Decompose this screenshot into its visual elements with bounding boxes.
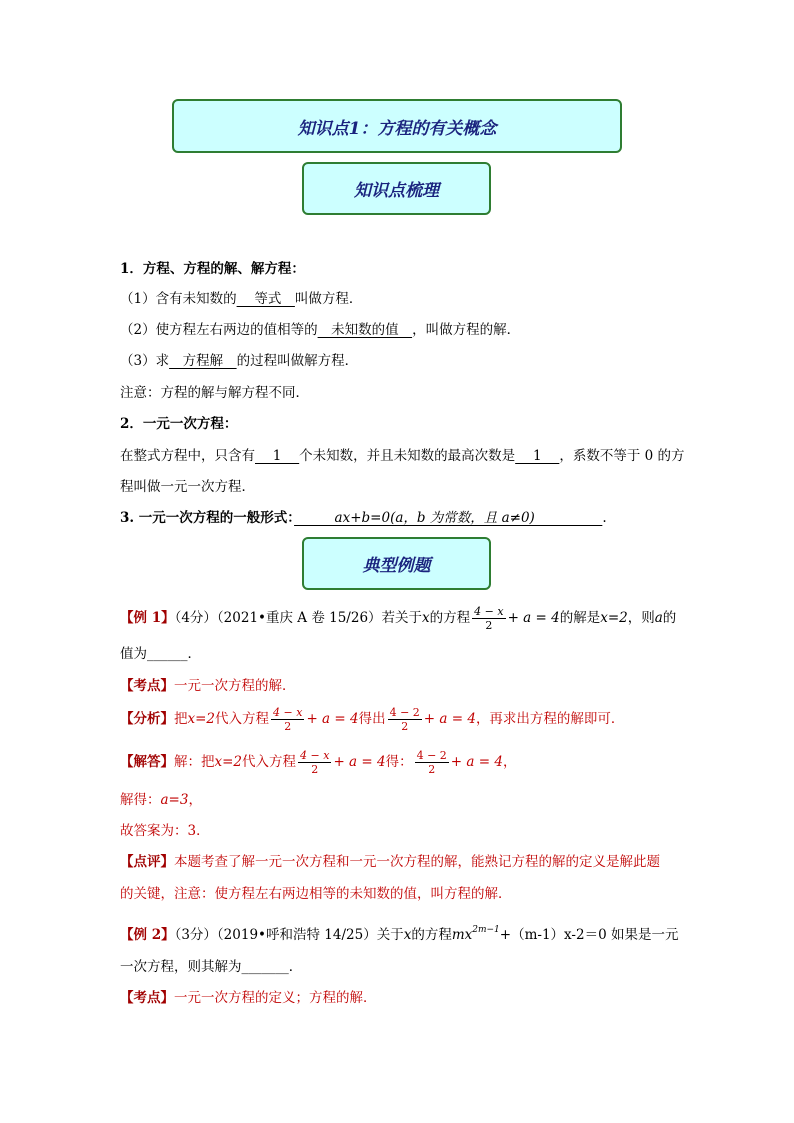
section-1-note: 注意：方程的解与解方程不同． bbox=[120, 385, 309, 401]
numerator: 4 − 2 bbox=[416, 749, 447, 762]
example-1-result bbox=[120, 790, 202, 810]
example-2-question-line-2: 一次方程，则其解为_______． bbox=[120, 959, 303, 975]
text: 的方程 bbox=[429, 610, 471, 626]
text: ，叫做方程的解． bbox=[412, 322, 521, 338]
text: （4分）（2021•重庆 A 卷 15/26）若关于 bbox=[174, 610, 423, 626]
banner-title: 知识点梳理 bbox=[354, 181, 439, 201]
text: ，则 bbox=[627, 610, 655, 626]
equation: + a = 4 bbox=[306, 711, 359, 727]
text: ， bbox=[502, 754, 517, 770]
fill-blank: 未知数的值 bbox=[317, 322, 413, 338]
banner-title: 典型例题 bbox=[362, 556, 431, 576]
section-2-heading: 2．一元一次方程： bbox=[120, 416, 238, 432]
comment-text: 本题考查了解一元一次方程和一元一次方程的解，能熟记方程的解的定义是解此题 bbox=[174, 854, 660, 870]
value: a=3 bbox=[160, 792, 189, 808]
section-2-line-1 bbox=[120, 446, 685, 466]
text: 的过程叫做解方程． bbox=[236, 353, 359, 369]
text: 的方程 bbox=[411, 927, 452, 943]
text: 代入方程 bbox=[215, 711, 270, 727]
denominator: 2 bbox=[428, 763, 436, 776]
section-1-item-1 bbox=[120, 289, 362, 309]
denominator: 2 bbox=[401, 720, 409, 733]
equation: + a = 4 bbox=[423, 711, 476, 727]
example-1-solution bbox=[120, 747, 516, 777]
example-1-question-line-2: 值为______． bbox=[120, 646, 201, 662]
text: （3分）（2019•呼和浩特 14/25）关于 bbox=[174, 927, 404, 943]
fraction bbox=[271, 706, 304, 733]
text: ，再求出方程的解即可． bbox=[475, 711, 625, 727]
text: 叫做方程． bbox=[294, 291, 363, 307]
denominator: 2 bbox=[485, 619, 493, 632]
text: 把 bbox=[174, 711, 188, 727]
variable: x bbox=[422, 610, 430, 626]
text: 代入方程 bbox=[242, 754, 297, 770]
text: 的解是 bbox=[559, 610, 601, 626]
text: 得： bbox=[385, 754, 413, 770]
text: （2）使方程左右两边的值相等的 bbox=[120, 322, 318, 338]
section-1-heading: 1．方程、方程的解、解方程： bbox=[120, 261, 305, 277]
fill-blank: ax+b=0(a，b 为常数，且 a≠0) bbox=[294, 510, 603, 526]
example-1-answer: 故答案为：3． bbox=[120, 823, 210, 839]
solution-tag: 【解答】 bbox=[120, 754, 174, 770]
text: 个未知数，并且未知数的最高次数是 bbox=[299, 448, 516, 464]
equation: + a = 4 bbox=[450, 754, 503, 770]
comment-tag: 【点评】 bbox=[120, 854, 174, 870]
kaodian-tag: 【考点】 bbox=[120, 990, 174, 1006]
example-tag: 【例 2】 bbox=[120, 927, 175, 943]
example-1-kaodian bbox=[120, 676, 296, 696]
value: x=2 bbox=[187, 711, 216, 727]
equation: + a = 4 bbox=[507, 610, 560, 626]
text: （3）求 bbox=[120, 353, 170, 369]
fill-blank: 1 bbox=[515, 448, 560, 464]
solution: x=2 bbox=[600, 610, 628, 626]
section-3-heading: 3. 一元一次方程的一般形式： bbox=[120, 510, 295, 526]
value: x=2 bbox=[214, 754, 243, 770]
fraction bbox=[388, 706, 422, 733]
kaodian-tag: 【考点】 bbox=[120, 678, 174, 694]
text: ， bbox=[188, 792, 202, 808]
examples-banner bbox=[302, 537, 491, 590]
fraction bbox=[472, 605, 505, 632]
exponent: 2m−1 bbox=[472, 925, 500, 935]
variable: a bbox=[654, 610, 663, 626]
fill-blank: 1 bbox=[255, 448, 300, 464]
text: +（m-1）x-2＝0 如果是一元 bbox=[499, 927, 679, 943]
knowledge-point-banner bbox=[172, 99, 622, 153]
term: mx bbox=[451, 927, 473, 943]
analysis-tag: 【分析】 bbox=[120, 711, 174, 727]
section-1-item-3 bbox=[120, 351, 358, 371]
example-2-kaodian bbox=[120, 988, 377, 1008]
text: 得出 bbox=[358, 711, 386, 727]
example-1-comment-line-2: 的关键，注意：使方程左右两边相等的未知数的值，叫方程的解． bbox=[120, 886, 512, 902]
kaodian-text: 一元一次方程的解． bbox=[174, 678, 296, 694]
section-3 bbox=[120, 508, 607, 528]
example-1-question bbox=[120, 603, 676, 633]
equation: + a = 4 bbox=[333, 754, 386, 770]
denominator: 2 bbox=[284, 720, 292, 733]
text: （1）含有未知数的 bbox=[120, 291, 237, 307]
fill-blank: 方程解 bbox=[169, 353, 237, 369]
fraction bbox=[415, 749, 449, 776]
numerator: 4 − x bbox=[273, 706, 303, 719]
denominator: 2 bbox=[311, 763, 319, 776]
numerator: 4 − x bbox=[300, 749, 330, 762]
variable: x bbox=[403, 927, 412, 943]
text: . bbox=[602, 510, 607, 526]
numerator: 4 − 2 bbox=[389, 706, 420, 719]
example-1-analysis bbox=[120, 704, 624, 734]
fraction bbox=[298, 749, 331, 776]
example-tag: 【例 1】 bbox=[120, 610, 175, 626]
text: ，系数不等于 0 的方 bbox=[559, 448, 685, 464]
text: 在整式方程中，只含有 bbox=[120, 448, 255, 464]
section-2-line-2: 程叫做一元一次方程． bbox=[120, 479, 255, 495]
banner-title: 知识点1：方程的有关概念 bbox=[297, 118, 497, 139]
example-1-comment bbox=[120, 852, 660, 872]
numerator: 4 − x bbox=[474, 605, 504, 618]
text: 解得： bbox=[120, 792, 161, 808]
example-2-question bbox=[120, 920, 678, 945]
fill-blank: 等式 bbox=[236, 291, 295, 307]
review-banner bbox=[302, 162, 491, 215]
section-1-item-2 bbox=[120, 320, 520, 340]
text: 的 bbox=[662, 610, 677, 626]
text: 解：把 bbox=[174, 754, 215, 770]
kaodian-text: 一元一次方程的定义；方程的解． bbox=[174, 990, 377, 1006]
